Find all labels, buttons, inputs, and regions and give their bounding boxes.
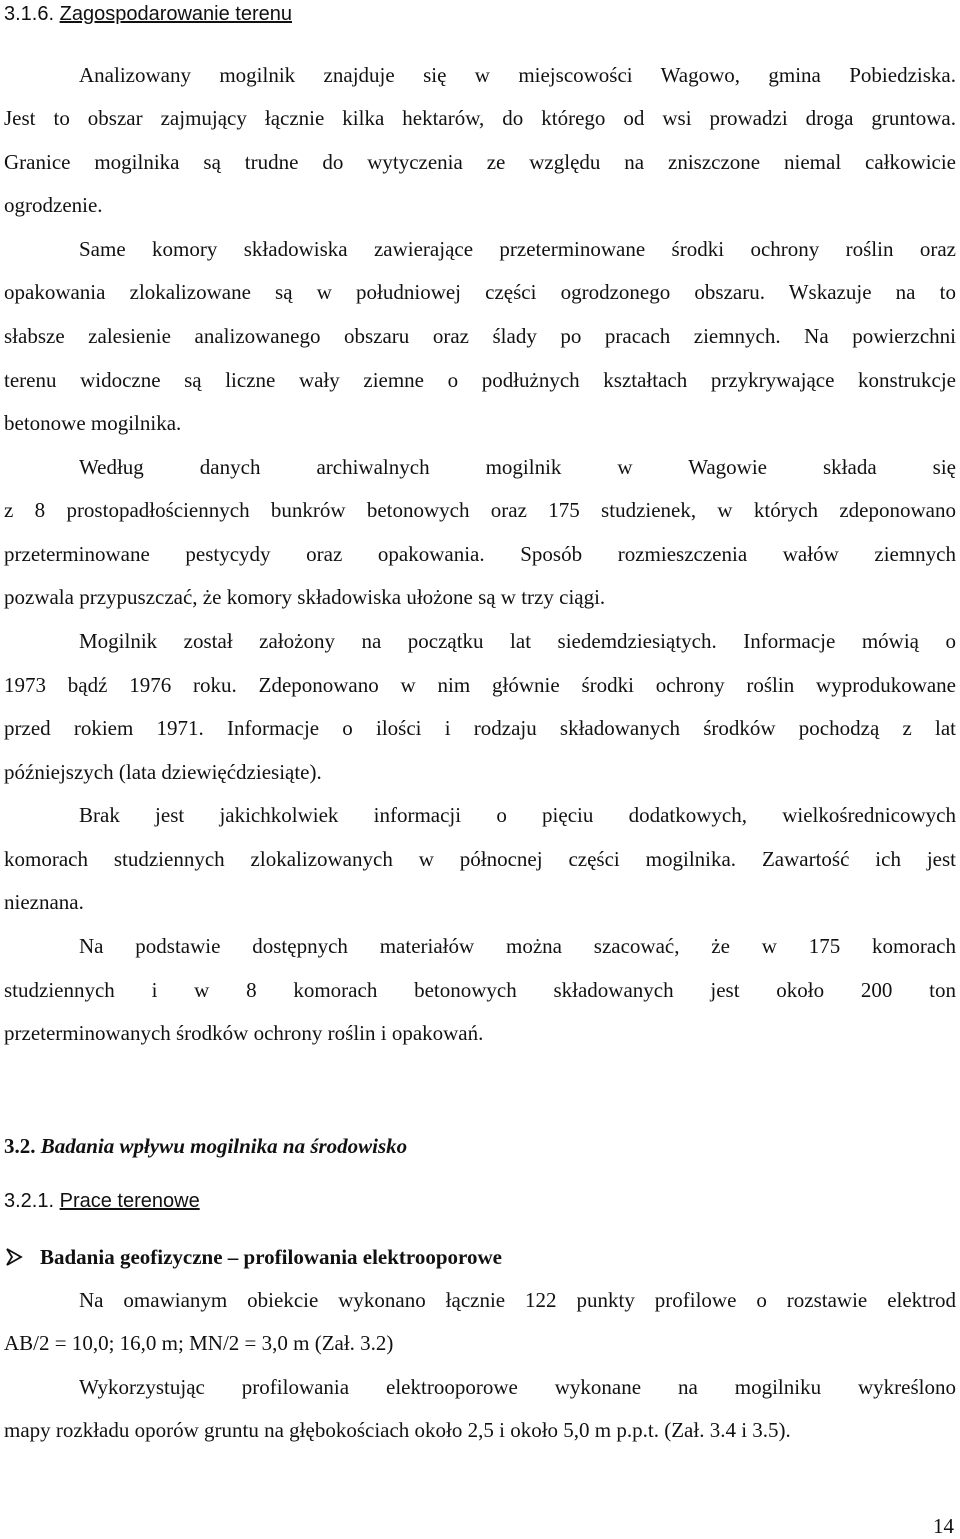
paragraph-line: przeterminowanych środków ochrony roślin i opakowań.: [4, 1021, 484, 1045]
bullet-item: [4, 1243, 502, 1271]
paragraph-line: ogrodzenie.: [4, 193, 103, 217]
paragraph-line: betonowe mogilnika.: [4, 411, 182, 435]
paragraph-line: opakowania zlokalizowane są w południowej części ogrodzonego obszaru. Wskazuje na to: [4, 280, 956, 304]
paragraph-line: Brak jest jakichkolwiek informacji o pięciu dodatkowych, wielkośrednicowych: [79, 803, 956, 827]
paragraph-line: pozwala przypuszczać, że komory składowiska ułożone są w trzy ciągi.: [4, 585, 606, 609]
paragraph-line: Wykorzystując profilowania elektrooporowe wykonane na mogilniku wykreślono: [79, 1375, 956, 1399]
paragraph-line: Według danych archiwalnych mogilnik w Wagowie składa się: [79, 455, 956, 479]
paragraph-line: studziennych i w 8 komorach betonowych składowanych jest około 200 ton: [4, 978, 956, 1002]
section-number: 3.2.1.: [4, 1190, 55, 1212]
section-number: 3.1.6.: [4, 3, 55, 25]
paragraph-line: Granice mogilnika są trudne do wytyczenia ze względu na zniszczone niemal całkowicie: [4, 150, 956, 174]
paragraph-line: Same komory składowiska zawierające przeterminowane środki ochrony roślin oraz: [79, 237, 956, 261]
section-title: Zagospodarowanie terenu: [59, 3, 292, 25]
section-heading-3-1-6: [4, 0, 956, 28]
paragraph-line: Analizowany mogilnik znajduje się w miejscowości Wagowo, gmina Pobiedziska.: [79, 63, 956, 87]
paragraph-line: późniejszych (lata dziewięćdziesiąte).: [4, 760, 322, 784]
section-heading-3-2: [4, 1132, 956, 1160]
section-title: Badania wpływu mogilnika na środowisko: [40, 1134, 408, 1158]
paragraph-line: Jest to obszar zajmujący łącznie kilka hektarów, do którego od wsi prowadzi droga gruntowa.: [4, 106, 956, 130]
paragraph-line: terenu widoczne są liczne wały ziemne o podłużnych kształtach przykrywające konstrukcje: [4, 368, 956, 392]
paragraph-line: przed rokiem 1971. Informacje o ilości i rodzaju składowanych środków pochodzą z lat: [4, 716, 956, 740]
section-heading-3-2-1: [4, 1187, 956, 1215]
section-number: 3.2.: [4, 1134, 36, 1158]
paragraph-line: słabsze zalesienie analizowanego obszaru oraz ślady po pracach ziemnych. Na powierzchni: [4, 324, 956, 348]
paragraph-line: Mogilnik został założony na początku lat siedemdziesiątych. Informacje mówią o: [79, 629, 956, 653]
bullet-text: Badania geofizyczne – profilowania elektrooporowe: [40, 1244, 502, 1269]
paragraph-line: AB/2 = 10,0; 16,0 m; MN/2 = 3,0 m (Zał. 3.2): [4, 1331, 394, 1355]
paragraph-line: komorach studziennych zlokalizowanych w północnej części mogilnika. Zawartość ich jest: [4, 847, 956, 871]
paragraph-line: mapy rozkładu oporów gruntu na głębokościach około 2,5 i około 5,0 m p.p.t. (Zał. 3.4 i 3.5).: [4, 1418, 791, 1442]
paragraph-line: przeterminowane pestycydy oraz opakowania. Sposób rozmieszczenia wałów ziemnych: [4, 542, 956, 566]
paragraph-line: z 8 prostopadłościennych bunkrów betonowych oraz 175 studzienek, w których zdeponowano: [4, 498, 956, 522]
page-number: 14: [933, 1514, 954, 1538]
paragraph-line: 1973 bądź 1976 roku. Zdeponowano w nim głównie środki ochrony roślin wyprodukowane: [4, 673, 956, 697]
paragraph-line: nieznana.: [4, 890, 84, 914]
paragraph-line: Na omawianym obiekcie wykonano łącznie 122 punkty profilowe o rozstawie elektrod: [79, 1288, 956, 1312]
paragraph-line: Na podstawie dostępnych materiałów można szacować, że w 175 komorach: [79, 934, 956, 958]
section-title: Prace terenowe: [59, 1190, 200, 1212]
arrow-bullet-icon: [4, 1247, 24, 1267]
